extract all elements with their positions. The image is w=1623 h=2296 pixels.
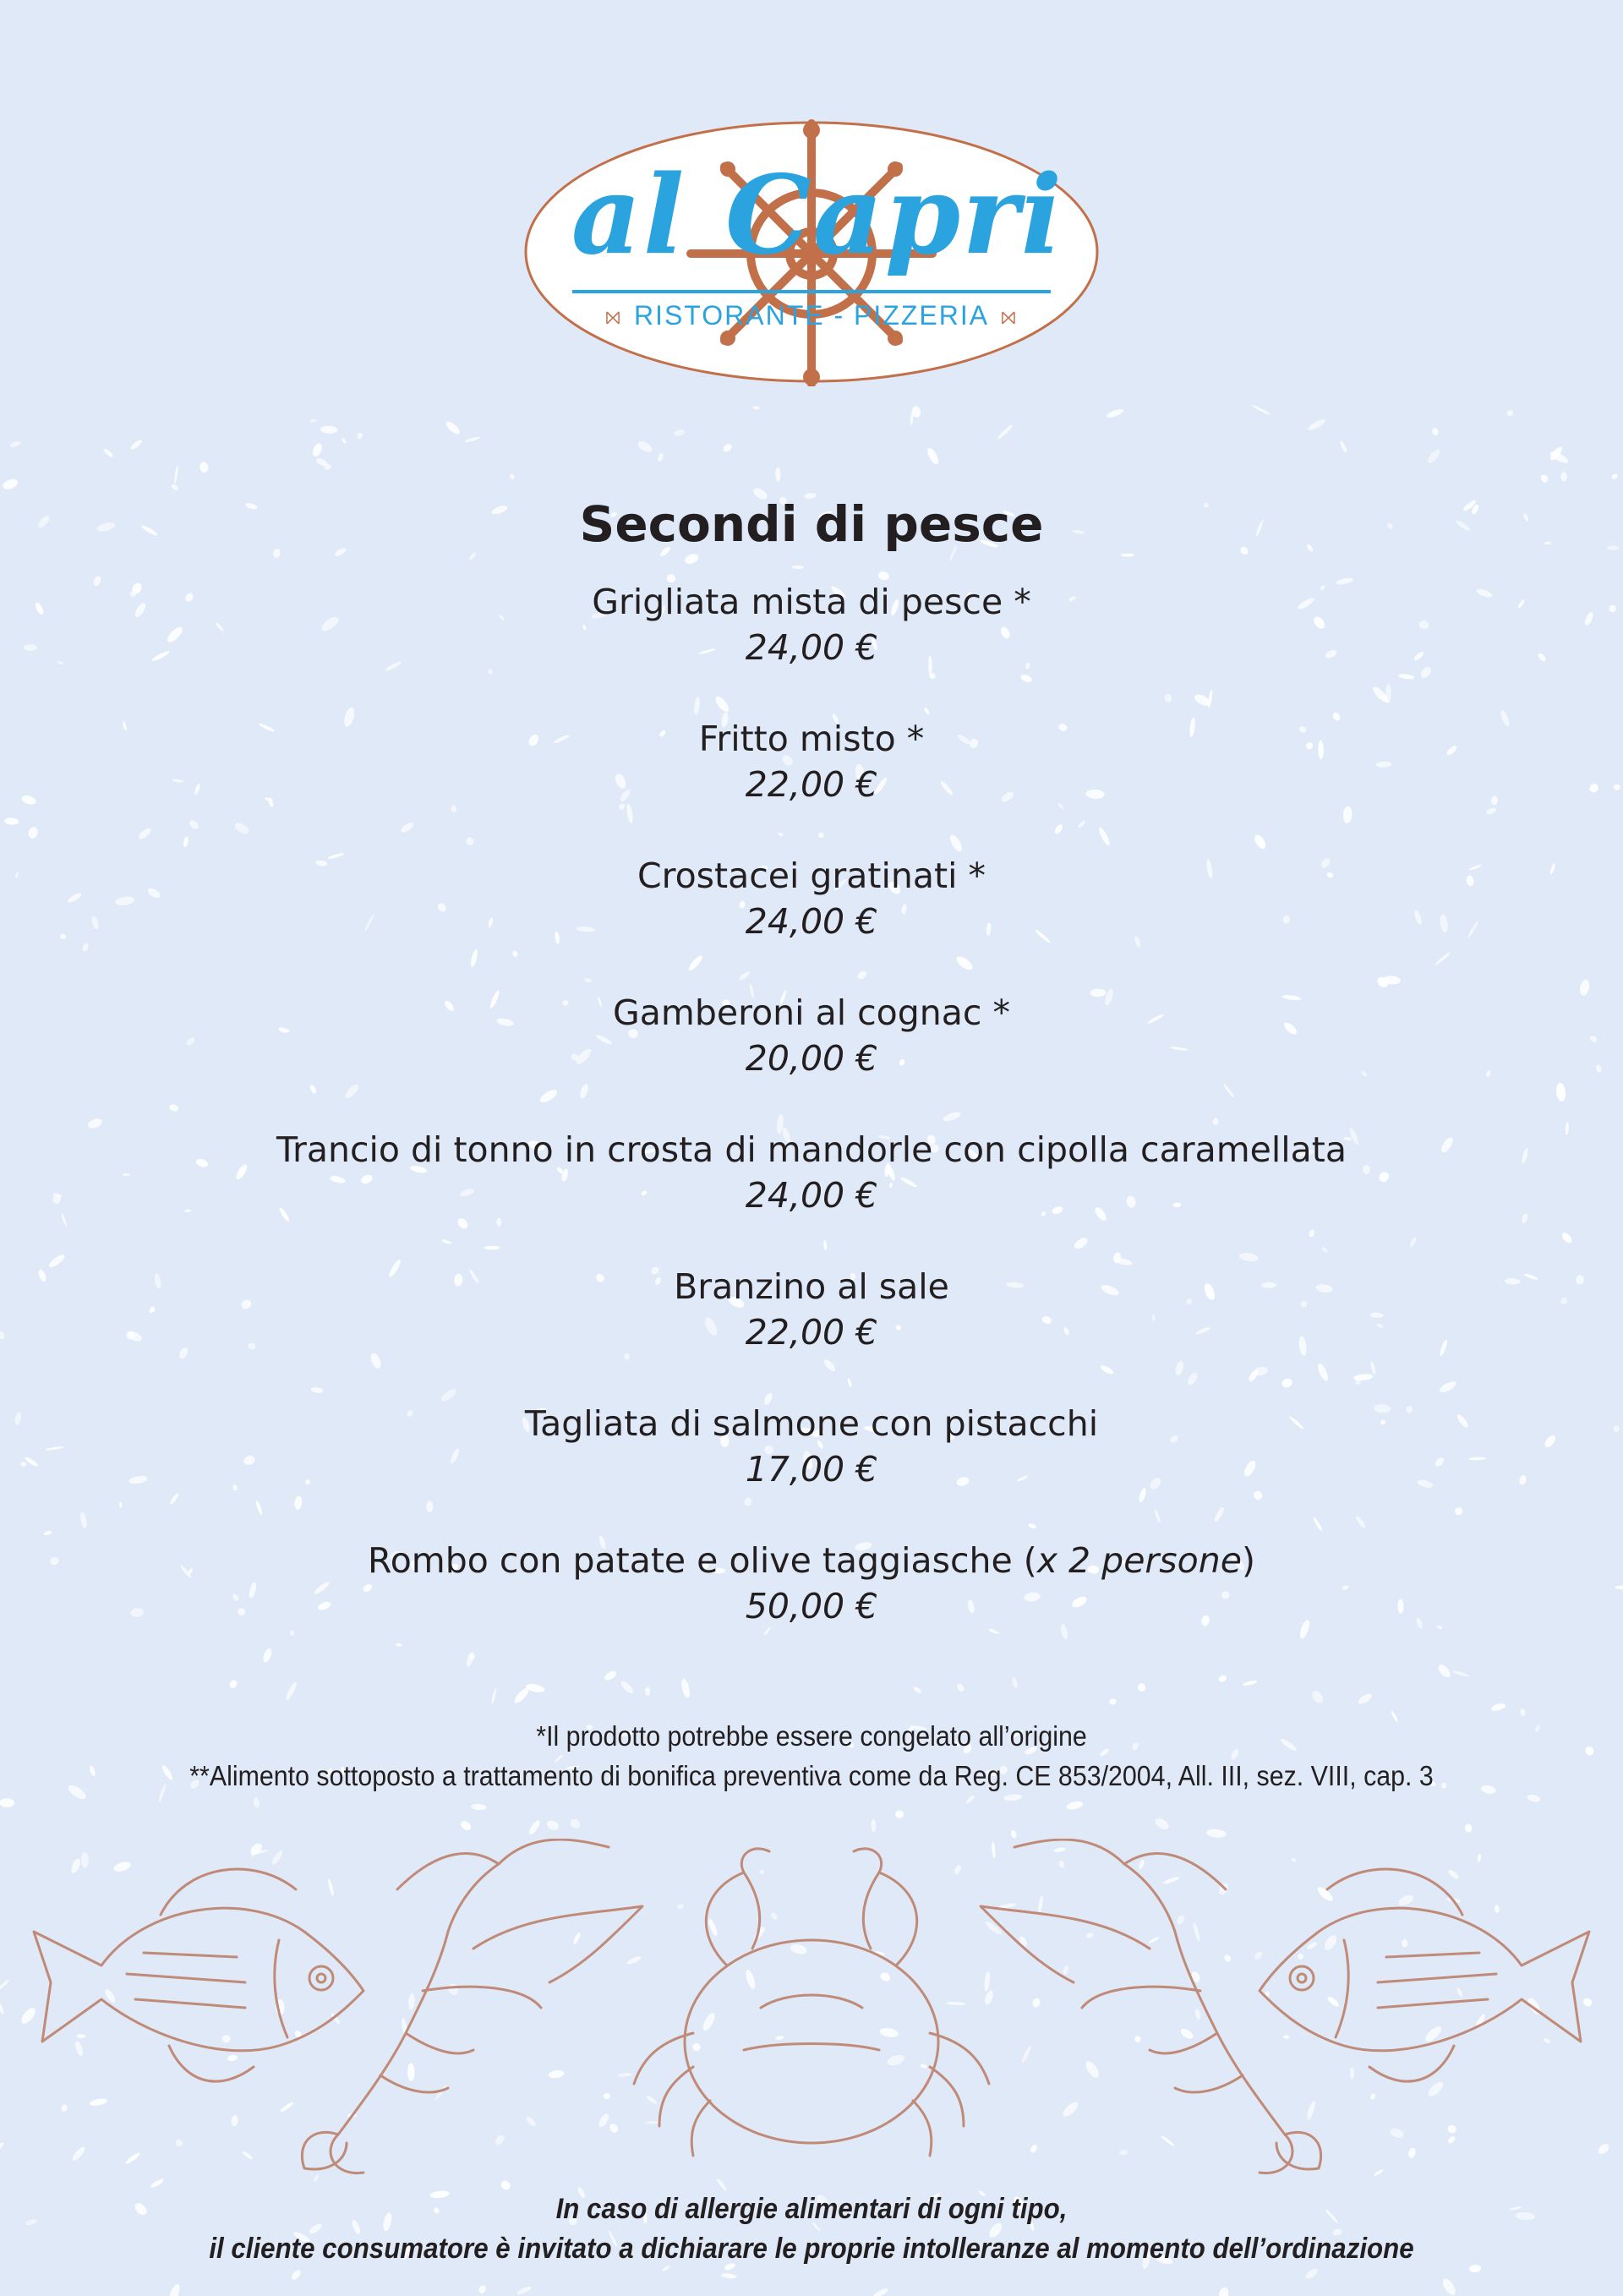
item-name: Trancio di tonno in crosta di mandorle con cipolla caramellata (276, 1129, 1347, 1170)
item-price: 24,00 € (745, 627, 878, 668)
item-name: Fritto misto * (698, 719, 925, 759)
item-price: 24,00 € (745, 1175, 878, 1216)
item-serving-note: x 2 persone (1036, 1540, 1242, 1581)
menu-item-list (0, 579, 1623, 1675)
item-price: 22,00 € (745, 1312, 878, 1353)
section-title: Secondi di pesce (579, 495, 1044, 553)
item-name: Crostacei gratinati * (637, 856, 986, 896)
item-name: Gamberoni al cognac * (613, 992, 1010, 1033)
menu-section (0, 486, 1623, 1675)
footnotes (65, 1716, 1558, 1796)
item-price: 17,00 € (745, 1449, 878, 1490)
fish-icon (1260, 1869, 1589, 2081)
item-name-end: ) (1241, 1540, 1255, 1581)
item-price: 24,00 € (745, 901, 878, 942)
footnote-frozen: *Il prodotto potrebbe essere congelato all’origine (536, 1720, 1087, 1752)
small-fish-icon: ⨝ (1001, 306, 1018, 328)
menu-item (0, 1538, 1623, 1675)
fish-icon (34, 1869, 363, 2081)
item-price: 20,00 € (745, 1038, 878, 1079)
lobster-icon (302, 1840, 642, 2173)
item-name-text: Rombo con patate e olive taggiasche ( (368, 1540, 1037, 1581)
menu-item (0, 1401, 1623, 1538)
menu-item (0, 1264, 1623, 1401)
item-name: Branzino al sale (674, 1266, 949, 1307)
menu-item (0, 716, 1623, 853)
logo-subtitle-text: RISTORANTE - PIZZERIA (633, 300, 990, 331)
seafood-illustration (0, 1839, 1623, 2194)
footnote-treatment: **Alimento sottoposto a trattamento di bonifica preventiva come da Reg. CE 853/2004, All. III, sez. VIII, cap. 3 (189, 1760, 1434, 1791)
item-price: 50,00 € (745, 1586, 878, 1626)
item-name: Tagliata di salmone con pistacchi (524, 1403, 1099, 1444)
logo-wordmark: al Capri (571, 152, 1064, 279)
logo-subtitle (522, 300, 1101, 331)
lobster-icon (981, 1840, 1321, 2173)
menu-item (0, 853, 1623, 990)
allergy-notice (65, 2189, 1558, 2269)
menu-item (0, 990, 1623, 1127)
menu-item (0, 1127, 1623, 1264)
item-name: Grigliata mista di pesce * (592, 582, 1031, 622)
crab-icon (634, 1849, 989, 2156)
item-name (0, 1538, 1623, 1583)
allergy-notice-line: il cliente consumatore è invitato a dichiarare le proprie intolleranze al momento dell’ordinazione (209, 2233, 1414, 2265)
item-price: 22,00 € (745, 764, 878, 805)
allergy-notice-line: In caso di allergie alimentari di ogni tipo, (555, 2193, 1068, 2225)
small-fish-icon: ⨝ (605, 306, 622, 328)
menu-item (0, 579, 1623, 716)
restaurant-logo (522, 118, 1101, 386)
